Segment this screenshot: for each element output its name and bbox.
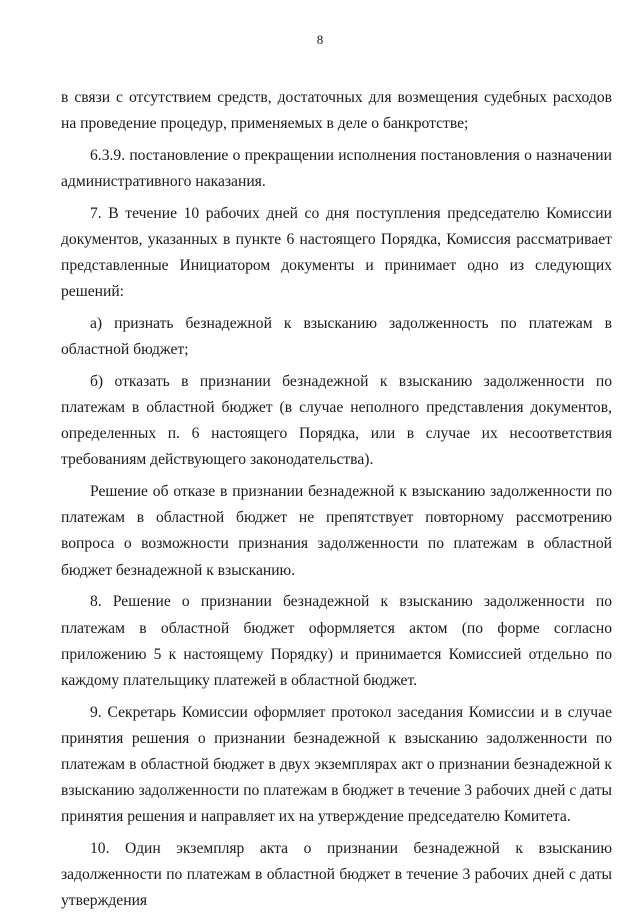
paragraph-refusal-decision: Решение об отказе в признании безнадежной к взысканию задолженности по платежам в областной бюджет не препятствует повторному рассмотрению вопроса о возможности признания задолженности по платежам в областной бюджет безнадежной к взысканию.	[61, 483, 612, 579]
paragraph-continuation: в связи с отсутствием средств, достаточных для возмещения судебных расходов на проведение процедур, применяемых в деле о банкротстве;	[61, 89, 612, 133]
paragraph-10: 10. Один экземпляр акта о признании безнадежной к взысканию задолженности по платежам в областной бюджет в течение 3 рабочих дней с даты утверждения	[61, 839, 612, 910]
paragraph-9: 9. Секретарь Комиссии оформляет протокол заседания Комиссии и в случае принятия решения о признании безнадежной к взысканию задолженности по платежам в областной бюджет в двух экземплярах акт о признании безнадежной к взысканию задолженности по платежам в бюджет в течение 3 рабочих дней с даты принятия решения и направляет их на утверждение председателю Комитета.	[61, 703, 612, 826]
document-body	[61, 85, 612, 920]
page-number: 8	[316, 32, 324, 47]
paragraph-7: 7. В течение 10 рабочих дней со дня поступления председателю Комиссии документов, указанных в пункте 6 настоящего Порядка, Комиссия рассматривает представленные Инициатором документы и принимает одно из следующих решений:	[61, 204, 612, 301]
paragraph-7a: а) признать безнадежной к взысканию задолженность по платежам в областной бюджет;	[61, 315, 612, 359]
paragraph-6-3-9: 6.3.9. постановление о прекращении исполнения постановления о назначении административного наказания.	[61, 146, 612, 191]
paragraph-8: 8. Решение о признании безнадежной к взысканию задолженности по платежам в областной бюджет оформляется актом (по форме согласно приложению 5 к настоящему Порядку) и принимается Комиссией отдельно по каждому плательщику платежей в областной бюджет.	[61, 593, 612, 689]
paragraph-7b: б) отказать в признании безнадежной к взысканию задолженности по платежам в областной бюджет (в случае неполного представления документов, определенных п. 6 настоящего Порядка, или в случае их несоответствия требованиям действующего законодательства).	[61, 373, 612, 469]
